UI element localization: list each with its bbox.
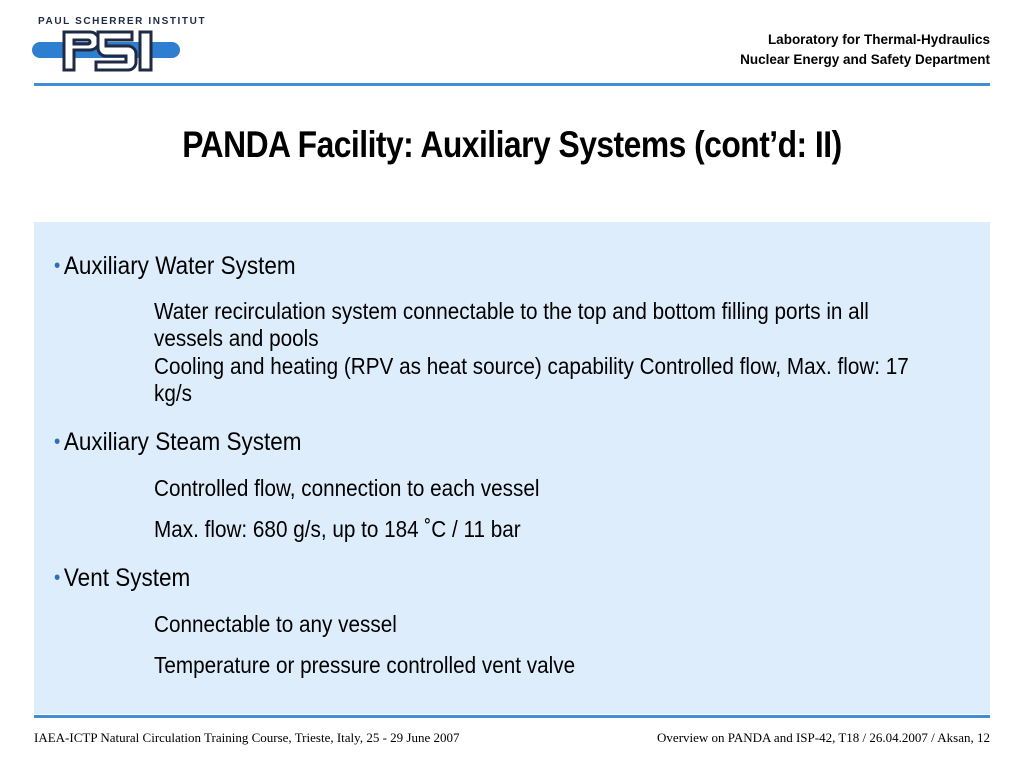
bullet-auxiliary-water-system	[54, 252, 296, 281]
sub-item: Cooling and heating (RPV as heat source) capability Controlled flow, Max. flow: 17 kg/s	[154, 353, 909, 406]
section-heading: Vent System	[63, 564, 191, 592]
bullet-dot-icon: •	[54, 567, 61, 589]
sub-item: Max. flow: 680 g/s, up to 184 ˚C / 11 bar	[154, 516, 521, 542]
lab-info	[740, 30, 990, 70]
slide-title: PANDA Facility: Auxiliary Systems (cont’d: II)	[182, 124, 842, 165]
content-panel	[34, 222, 990, 714]
bullet-dot-icon: •	[54, 431, 61, 453]
sub-item: Water recirculation system connectable to the top and bottom filling ports in all vessels and pools	[154, 298, 869, 351]
department-name: Nuclear Energy and Safety Department	[740, 52, 990, 67]
lab-name: Laboratory for Thermal-Hydraulics	[767, 32, 990, 47]
section-heading: Auxiliary Water System	[63, 252, 296, 280]
bullet-auxiliary-steam-system	[54, 428, 301, 457]
footer-course-info: IAEA-ICTP Natural Circulation Training Course, Trieste, Italy, 25 - 29 June 2007	[34, 730, 460, 745]
bullet-dot-icon: •	[54, 255, 61, 277]
psi-logo	[32, 14, 182, 74]
footer-divider	[34, 715, 990, 718]
footer-slide-info: Overview on PANDA and ISP-42, T18 / 26.04.2007 / Aksan, 12	[657, 730, 990, 745]
institute-name: PAUL SCHERRER INSTITUT	[38, 16, 207, 27]
section-heading: Auxiliary Steam System	[63, 428, 302, 456]
sub-item: Controlled flow, connection to each vessel	[154, 475, 540, 501]
header-divider	[34, 83, 990, 86]
sub-item: Temperature or pressure controlled vent valve	[154, 652, 576, 678]
psi-logo-icon	[32, 14, 182, 74]
bullet-vent-system	[54, 564, 190, 593]
sub-item: Connectable to any vessel	[154, 611, 397, 637]
